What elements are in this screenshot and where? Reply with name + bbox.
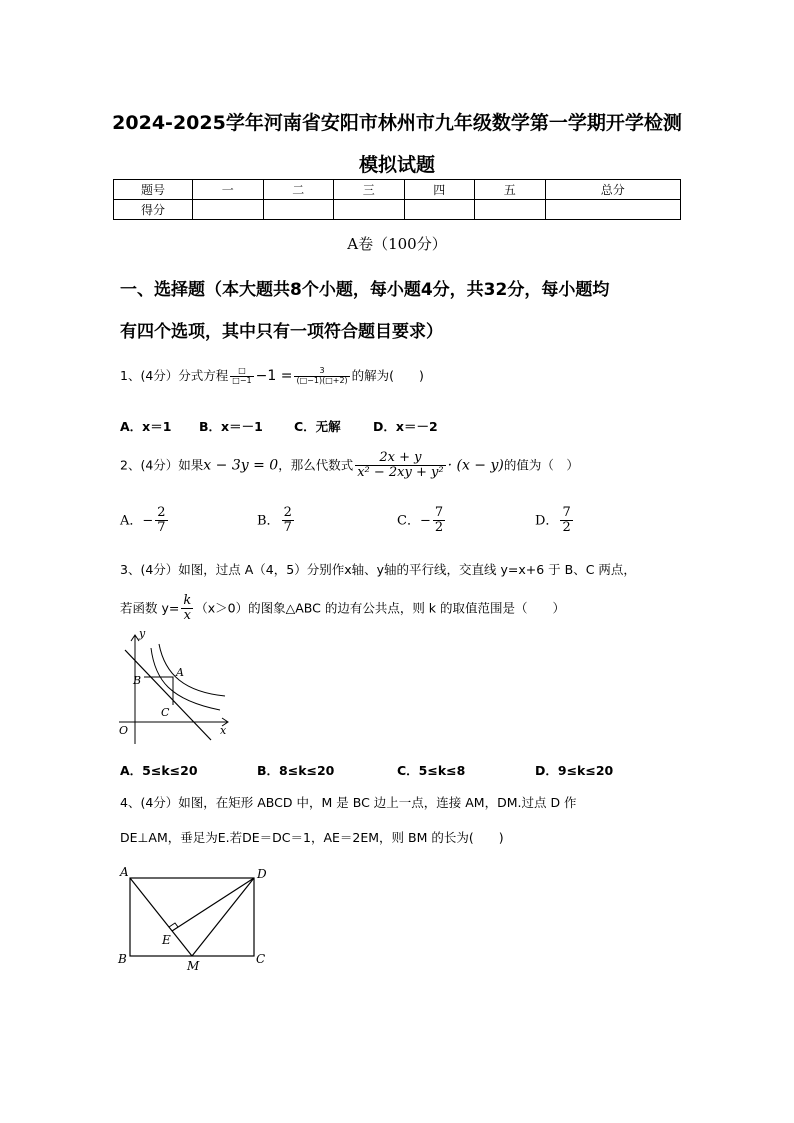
q3-option-c[interactable]: C．5≤k≤8 <box>397 763 466 778</box>
q2-condition: x − 3y = 0 <box>203 457 279 474</box>
score-header-cell: 一 <box>193 180 264 200</box>
section1-line2: 有四个选项，其中只有一项符合题目要求） <box>120 322 443 342</box>
q2-option-c-fraction <box>433 506 445 536</box>
q2-stem <box>120 451 579 481</box>
q2-option-a-fraction <box>155 506 167 536</box>
q1-fraction-2 <box>294 367 349 386</box>
q4-figure <box>116 862 276 974</box>
q2-fraction <box>355 451 445 481</box>
q2-option-c-num: 7 <box>434 505 444 520</box>
q4-label-m: M <box>187 959 200 973</box>
q4-line1: 4、(4分）如图，在矩形 ABCD 中，M 是 BC 边上一点，连接 AM，DM.过点 D 作 <box>120 795 577 810</box>
q2-option-c[interactable] <box>397 506 447 536</box>
q3-label-a: A <box>176 666 184 679</box>
q3-label-x: x <box>220 724 227 737</box>
score-cell[interactable] <box>193 200 264 220</box>
q3-option-b[interactable]: B．8≤k≤20 <box>257 763 335 778</box>
q1-option-a[interactable]: A．x＝1 <box>120 419 172 434</box>
q3-label-c: C <box>161 706 170 719</box>
q2-option-a[interactable] <box>120 506 170 536</box>
q1-frac2-den: (□−1)(□+2) <box>296 376 348 385</box>
q2-option-d-num: 7 <box>562 505 571 520</box>
q2-option-a-num: 2 <box>157 505 166 520</box>
q3-label-o: O <box>119 724 129 737</box>
q2-option-b-fraction <box>282 506 294 536</box>
q2-suffix: 的值为（ ） <box>503 457 579 473</box>
q2-option-b-den: 7 <box>283 520 292 536</box>
q1-stem <box>120 366 424 386</box>
score-header-cell: 三 <box>334 180 405 200</box>
q4-segment-dm <box>192 878 254 956</box>
q2-prefix: 2、(4分）如果 <box>120 457 204 473</box>
q2-option-d-den: 2 <box>562 520 571 536</box>
q3-label-b: B <box>133 674 142 687</box>
q2-option-a-sign: − <box>142 513 154 529</box>
score-cell[interactable] <box>263 200 334 220</box>
score-header-cell: 五 <box>475 180 546 200</box>
q3-figure <box>115 630 235 750</box>
score-cell[interactable] <box>545 200 681 220</box>
score-table <box>113 179 681 220</box>
score-cell[interactable] <box>475 200 546 220</box>
q2-option-c-sign: − <box>419 513 431 529</box>
q3-line2-prefix: 若函数 y= <box>120 600 180 616</box>
score-header-cell: 题号 <box>114 180 193 200</box>
q4-label-c: C <box>256 952 266 966</box>
q2-option-d-fraction <box>560 506 572 536</box>
q2-option-b-num: 2 <box>283 505 292 520</box>
q3-hyperbola-upper <box>151 648 220 710</box>
q1-suffix: 的解为( ) <box>351 368 424 383</box>
score-table-score-row <box>114 200 681 220</box>
score-cell[interactable] <box>404 200 475 220</box>
q3-option-d[interactable]: D．9≤k≤20 <box>535 763 614 778</box>
q2-option-c-den: 2 <box>434 520 444 536</box>
q4-label-d: D <box>257 867 267 881</box>
q3-line2-suffix: （x＞0）的图象△ABC 的边有公共点，则 k 的取值范围是（ ） <box>195 600 566 616</box>
q3-triangle-sides <box>144 677 173 705</box>
q2-option-b[interactable] <box>257 506 296 536</box>
score-table-header-row <box>114 180 681 200</box>
q1-frac1-num: □ <box>230 367 253 377</box>
q4-segment-am <box>130 878 192 956</box>
q2-mult: · (x − y) <box>447 457 504 474</box>
q1-minus-one: −1 = <box>255 368 293 384</box>
q3-line2 <box>120 594 565 624</box>
q3-frac-num: k <box>183 593 192 608</box>
q3-straight-line <box>125 650 211 740</box>
q1-option-b[interactable]: B．x＝－1 <box>199 419 263 434</box>
q3-line1: 3、(4分）如图，过点 A（4，5）分别作x轴、y轴的平行线，交直线 y=x+6 于 B、C 两点， <box>120 562 636 577</box>
score-row-label: 得分 <box>114 200 193 220</box>
q2-option-d-label: D． <box>535 513 559 529</box>
q1-option-c[interactable]: C．无解 <box>294 419 341 434</box>
score-header-cell: 总分 <box>545 180 681 200</box>
q2-middle: ，那么代数式 <box>278 457 354 473</box>
q2-option-b-label: B． <box>257 513 280 529</box>
title-line1: 2024-2025学年河南省安阳市林州市九年级数学第一学期开学检测 <box>112 112 682 134</box>
q2-option-a-label: A． <box>120 513 143 529</box>
q2-frac-den: x² − 2xy + y² <box>357 465 444 481</box>
title-line2: 模拟试题 <box>358 154 435 176</box>
q2-frac-num: 2x + y <box>355 451 445 466</box>
q4-label-a: A <box>120 865 129 879</box>
q1-frac2-num: 3 <box>294 367 349 377</box>
q1-option-d[interactable]: D．x＝－2 <box>373 419 438 434</box>
q4-line2: DE⊥AM，垂足为E.若DE＝DC＝1，AE＝2EM，则 BM 的长为( ) <box>120 830 504 845</box>
score-header-cell: 四 <box>404 180 475 200</box>
q2-option-d[interactable] <box>535 506 575 536</box>
q4-label-b: B <box>118 952 127 966</box>
score-header-cell: 二 <box>263 180 334 200</box>
q1-prefix: 1、(4分）分式方程 <box>120 368 229 383</box>
q2-option-c-label: C． <box>397 513 420 529</box>
q3-fraction <box>181 594 193 624</box>
q1-frac1-den: □−1 <box>232 376 252 385</box>
q3-frac-den: x <box>183 608 191 624</box>
q1-fraction-1 <box>230 367 253 386</box>
q3-label-y: y <box>139 630 146 640</box>
q4-label-e: E <box>162 933 171 947</box>
q3-option-a[interactable]: A．5≤k≤20 <box>120 763 198 778</box>
score-cell[interactable] <box>334 200 405 220</box>
q2-option-a-den: 7 <box>157 520 166 536</box>
section-a-heading: A卷（100分） <box>347 235 447 253</box>
q4-segment-de <box>172 878 254 931</box>
q4-right-angle-mark <box>169 923 178 927</box>
section1-line1: 一、选择题（本大题共8个小题，每小题4分，共32分，每小题均 <box>120 280 610 300</box>
